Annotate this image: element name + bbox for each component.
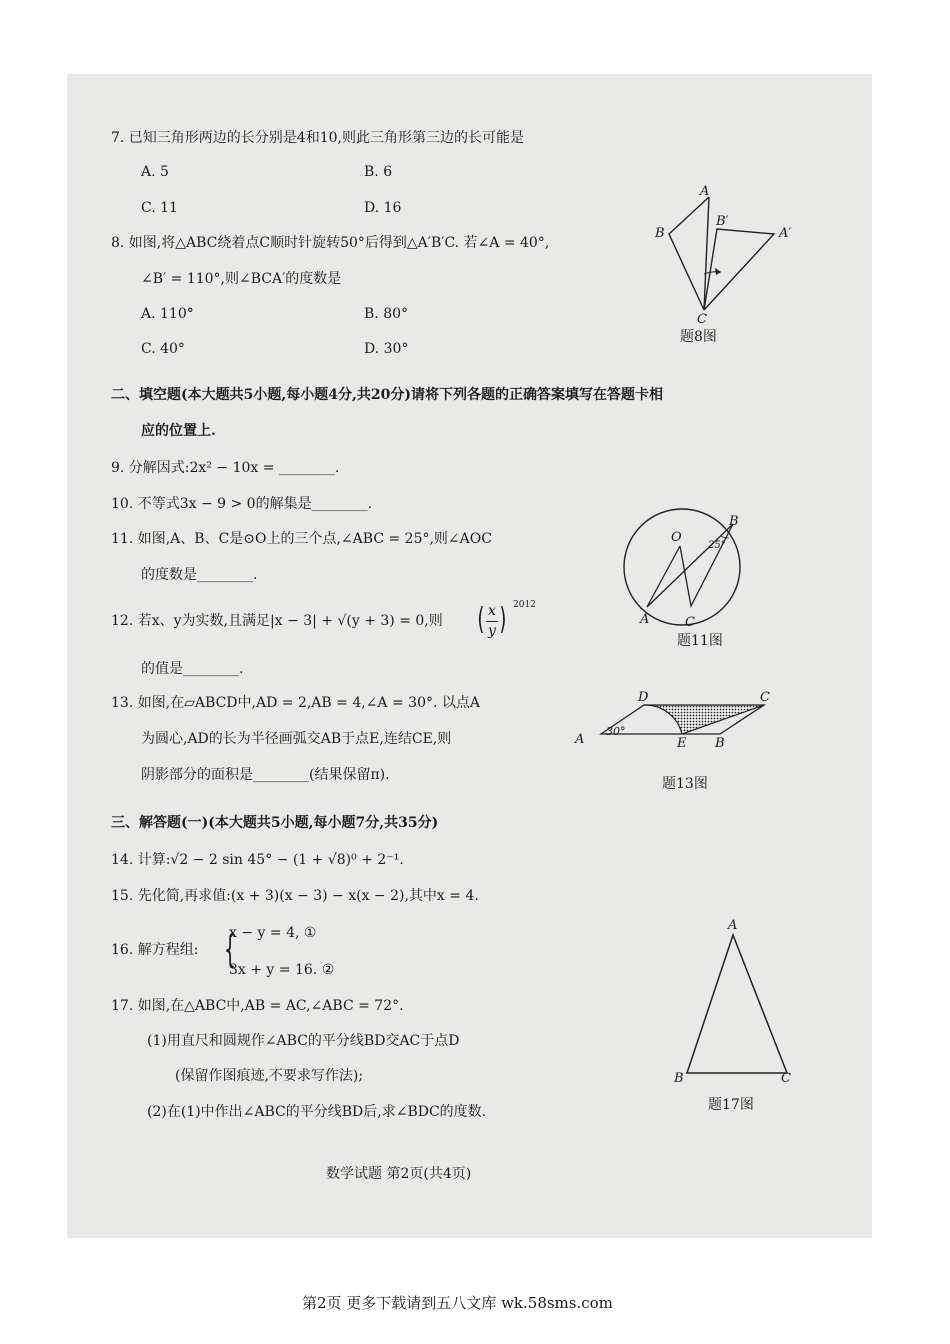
fig8-label-c: C bbox=[697, 312, 707, 327]
fig8-label-b-prime: B′ bbox=[716, 214, 729, 229]
fig8-label-b: B bbox=[655, 226, 665, 241]
q15-text: 15. 先化简,再求值:(x + 3)(x − 3) − x(x − 2),其中x = 4. bbox=[111, 888, 479, 904]
figure-17 bbox=[679, 929, 799, 1084]
fig13-label-e: E bbox=[677, 736, 687, 751]
q16-prefix: 16. 解方程组: bbox=[111, 942, 199, 958]
q7-option-a: A. 5 bbox=[141, 164, 169, 180]
fig11-angle-label: 25° bbox=[708, 540, 726, 551]
q16-equation-1: x − y = 4, ① bbox=[229, 925, 317, 941]
q11-line1: 11. 如图,A、B、C是⊙O上的三个点,∠ABC = 25°,则∠AOC bbox=[111, 531, 492, 547]
q14-text: 14. 计算:√2 − 2 sin 45° − (1 + √8)⁰ + 2⁻¹. bbox=[111, 852, 404, 868]
q7-option-b: B. 6 bbox=[364, 164, 393, 180]
q17-line3: (保留作图痕迹,不要求写作法); bbox=[175, 1068, 364, 1084]
q12-line2: 的值是________. bbox=[141, 661, 244, 677]
q12-exponent: 2012 bbox=[513, 600, 536, 610]
q8-option-c: C. 40° bbox=[141, 341, 185, 357]
figure-11 bbox=[617, 502, 747, 632]
fig11-label-o: O bbox=[671, 530, 682, 545]
q16-equation-2: 3x + y = 16. ② bbox=[229, 962, 335, 978]
q7-option-d: D. 16 bbox=[364, 200, 402, 216]
fig11-label-a: A bbox=[640, 612, 650, 627]
q12-fraction: ( x y ) bbox=[477, 602, 507, 639]
q16-brace: { bbox=[224, 927, 237, 971]
fig17-label-a: A bbox=[728, 918, 738, 933]
q11-line2: 的度数是________. bbox=[141, 567, 258, 583]
fig17-caption: 题17图 bbox=[708, 1097, 754, 1113]
fig11-caption: 题11图 bbox=[677, 633, 723, 649]
section3-heading: 三、解答题(一)(本大题共5小题,每小题7分,共35分) bbox=[111, 815, 439, 831]
q8-option-d: D. 30° bbox=[364, 341, 409, 357]
fig13-angle-label: 30° bbox=[606, 725, 626, 738]
q12-prefix: 12. 若x、y为实数,且满足|x − 3| + √(y + 3) = 0,则 bbox=[111, 613, 443, 629]
q8-option-a: A. 110° bbox=[141, 306, 194, 322]
q13-line2: 为圆心,AD的长为半径画弧交AB于点E,连结CE,则 bbox=[141, 731, 452, 747]
fig17-label-c: C bbox=[781, 1071, 791, 1086]
q13-line1: 13. 如图,在▱ABCD中,AD = 2,AB = 4,∠A = 30°. 以点A bbox=[111, 695, 480, 711]
q7-stem: 7. 已知三角形两边的长分别是4和10,则此三角形第三边的长可能是 bbox=[111, 130, 524, 146]
q8-line2: ∠B′ = 110°,则∠BCA′的度数是 bbox=[141, 271, 342, 287]
fig13-label-d: D bbox=[638, 690, 649, 705]
section2-heading-line1: 二、填空题(本大题共5小题,每小题4分,共20分)请将下列各题的正确答案填写在答题卡相 bbox=[111, 387, 663, 403]
figure-13 bbox=[587, 696, 787, 748]
page-footer: 数学试题 第2页(共4页) bbox=[326, 1166, 472, 1182]
q7-option-c: C. 11 bbox=[141, 200, 178, 216]
section2-heading-line2: 应的位置上. bbox=[141, 423, 216, 439]
fig8-label-a: A bbox=[700, 184, 710, 199]
q10-text: 10. 不等式3x − 9 > 0的解集是________. bbox=[111, 496, 373, 512]
q17-line2: (1)用直尺和圆规作∠ABC的平分线BD交AC于点D bbox=[147, 1033, 460, 1049]
figure-8 bbox=[649, 182, 809, 347]
q12-numerator: x bbox=[488, 603, 496, 619]
q17-line4: (2)在(1)中作出∠ABC的平分线BD后,求∠BDC的度数. bbox=[147, 1104, 487, 1120]
download-banner: 第2页 更多下载请到五八文库 wk.58sms.com bbox=[302, 1294, 613, 1312]
q9-text: 9. 分解因式:2x² − 10x = ________. bbox=[111, 460, 340, 476]
q13-line3: 阴影部分的面积是________(结果保留π). bbox=[141, 767, 390, 783]
fig13-label-a: A bbox=[575, 732, 585, 747]
fig17-label-b: B bbox=[674, 1071, 684, 1086]
fig11-label-b: B bbox=[729, 514, 739, 529]
fig13-label-c: C bbox=[760, 690, 770, 705]
q8-option-b: B. 80° bbox=[364, 306, 409, 322]
fig8-label-a-prime: A′ bbox=[779, 226, 792, 241]
q8-line1: 8. 如图,将△ABC绕着点C顺时针旋转50°后得到△A′B′C. 若∠A = 40°, bbox=[111, 235, 550, 251]
fig8-caption: 题8图 bbox=[680, 329, 717, 345]
fig11-label-c: C bbox=[685, 615, 695, 630]
fig13-label-b: B bbox=[715, 736, 725, 751]
scanned-page bbox=[67, 74, 872, 1238]
q17-line1: 17. 如图,在△ABC中,AB = AC,∠ABC = 72°. bbox=[111, 998, 404, 1014]
q12-denominator: y bbox=[488, 623, 496, 639]
fig13-caption: 题13图 bbox=[662, 776, 708, 792]
